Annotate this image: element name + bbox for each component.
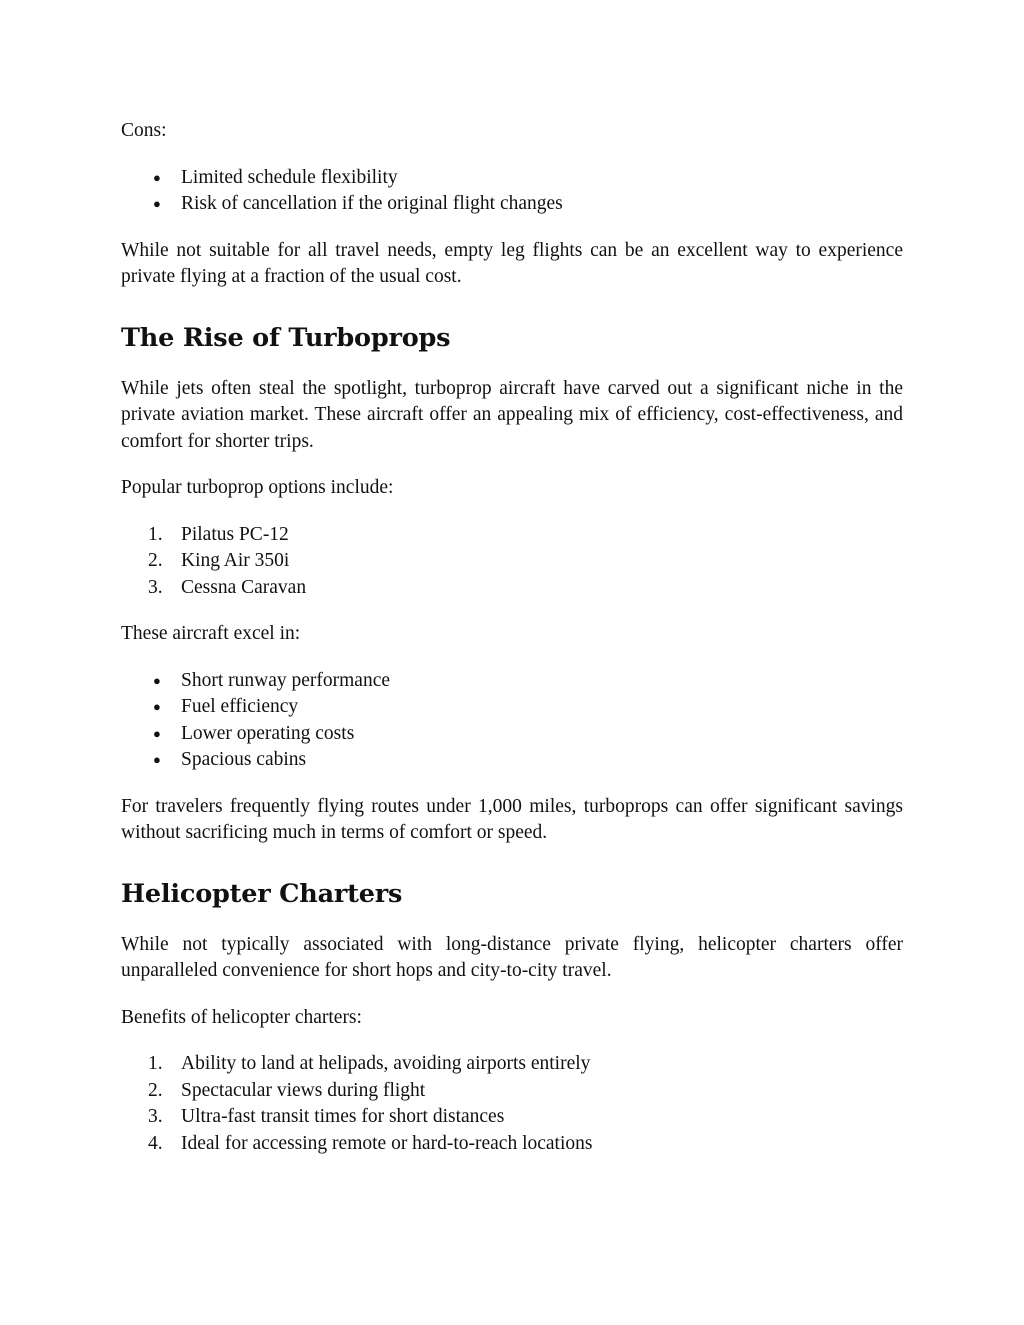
list-item: 4. Ideal for accessing remote or hard-to-reach locations — [148, 1132, 593, 1154]
list-item: ● Lower operating costs — [121, 721, 903, 748]
list-item: ● Risk of cancellation if the original flight changes — [121, 191, 903, 218]
cons-label: Cons: — [121, 120, 167, 141]
turboprops-excel-list — [121, 668, 903, 774]
list-item: 1. Pilatus PC-12 — [148, 523, 289, 545]
empty-leg-conclusion: While not suitable for all travel needs, empty leg flights can be an excellent way to experience private flying at a fraction of the usual cost. — [121, 239, 903, 287]
list-item: 1. Ability to land at helipads, avoiding airports entirely — [148, 1053, 591, 1074]
list-item: 2. King Air 350i — [148, 550, 290, 571]
list-item: 3. Cessna Caravan — [148, 576, 307, 598]
document-page — [121, 118, 903, 1157]
helicopters-intro: While not typically associated with long-distance private flying, helicopter charters offer unparalleled convenience for short hops and city-to-city travel. — [121, 933, 903, 981]
helicopters-benefits-list — [121, 1051, 903, 1157]
cons-list — [121, 165, 903, 218]
turboprops-options-label: Popular turboprop options include: — [121, 477, 394, 498]
turboprops-intro: While jets often steal the spotlight, turboprop aircraft have carved out a significant niche in the private aviation market. These aircraft offer an appealing mix of efficiency, cost-effectiveness, and comfort for shorter trips. — [121, 377, 903, 452]
list-item: ● Limited schedule flexibility — [121, 165, 903, 192]
turboprops-options-list — [121, 522, 903, 602]
turboprops-conclusion: For travelers frequently flying routes under 1,000 miles, turboprops can offer significant savings without sacrificing much in terms of comfort or speed. — [121, 795, 903, 843]
list-item: 3. Ultra-fast transit times for short distances — [148, 1106, 505, 1127]
section-heading-helicopters: Helicopter Charters — [121, 878, 403, 909]
section-heading-turboprops: The Rise of Turboprops — [121, 322, 451, 353]
list-item: ● Fuel efficiency — [121, 694, 903, 721]
list-item: ● Short runway performance — [121, 668, 903, 695]
turboprops-excel-label: These aircraft excel in: — [121, 623, 301, 644]
list-item: 2. Spectacular views during flight — [148, 1079, 426, 1101]
helicopters-benefits-label: Benefits of helicopter charters: — [121, 1006, 362, 1028]
list-item: ● Spacious cabins — [121, 747, 903, 774]
